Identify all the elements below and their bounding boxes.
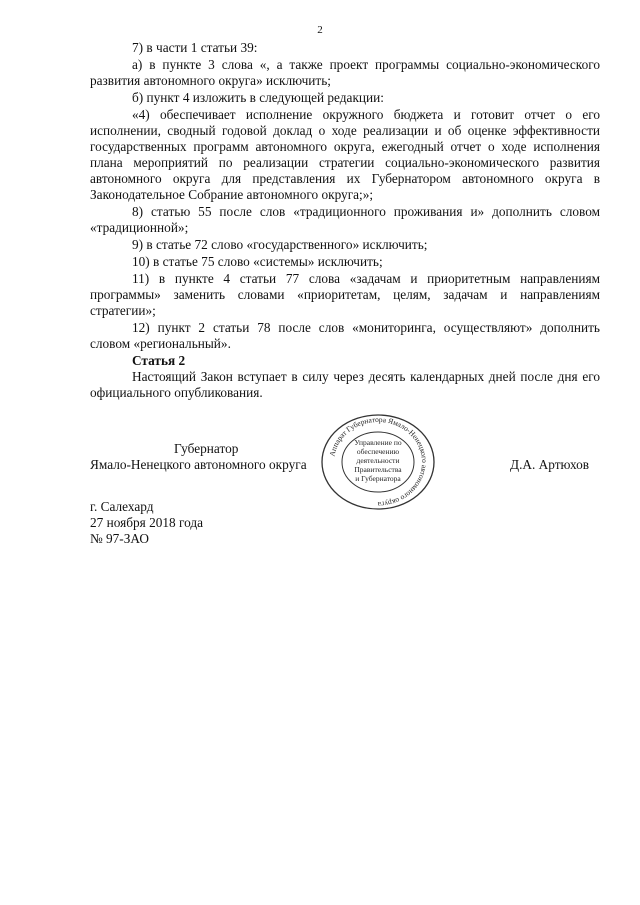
seal-line-4: Правительства <box>354 465 402 474</box>
paragraph-11: 11) в пункте 4 статьи 77 слова «задачам и приоритетным направлениям программы» заменить словами «приоритетам, целям, задачам и направлениям стратегии»; <box>90 271 600 318</box>
date: 27 ноября 2018 года <box>90 515 204 530</box>
page-number: 2 <box>317 24 323 36</box>
document-body <box>90 40 600 353</box>
seal-ring-text: Аппарат Губернатора Ямало-Ненецкого автономного округа <box>327 414 430 510</box>
paragraph-8: 8) статью 55 после слов «традиционного проживания и» дополнить словом «традиционной»; <box>90 204 600 235</box>
governor-organization: Ямало-Ненецкого автономного округа <box>90 457 307 472</box>
paragraph-7: 7) в части 1 статьи 39: <box>132 40 258 55</box>
paragraph-12: 12) пункт 2 статьи 78 после слов «мониторинга, осуществляют» дополнить словом «региональный». <box>90 320 600 351</box>
seal-line-5: и Губернатора <box>355 474 401 483</box>
paragraph-7b: б) пункт 4 изложить в следующей редакции: <box>132 90 384 105</box>
city: г. Салехард <box>90 499 154 514</box>
seal-line-3: деятельности <box>356 456 400 465</box>
paragraph-7a: а) в пункте 3 слова «, а также проект программы социально-экономического развития автономного округа» исключить; <box>90 57 600 88</box>
article-2-text: Настоящий Закон вступает в силу через десять календарных дней после дня его официального опубликования. <box>90 369 600 400</box>
law-number: № 97-ЗАО <box>90 531 149 546</box>
article-2-title: Статья 2 <box>132 353 186 368</box>
seal-line-1: Управление по <box>354 438 402 447</box>
governor-title: Губернатор <box>174 441 239 456</box>
governor-name: Д.А. Артюхов <box>510 457 590 472</box>
paragraph-10: 10) в статье 75 слово «системы» исключить; <box>132 254 383 269</box>
paragraph-9: 9) в статье 72 слово «государственного» исключить; <box>132 237 428 252</box>
seal-line-2: обеспечению <box>356 447 400 456</box>
document-footer <box>90 499 203 547</box>
official-seal <box>318 412 438 512</box>
paragraph-quoted-4: «4) обеспечивает исполнение окружного бюджета и готовит отчет о его исполнении, сводный годовой доклад о ходе реализации и об оценке эффективности государственных программ автономного округа, ежегодный отчет о ходе исполнения плана мероприятий по реализации стратегии социально-экономического развития автономного округа для представления их Губернатором автономного округа в Законодательное Собрание автономного округа;»; <box>90 107 600 202</box>
